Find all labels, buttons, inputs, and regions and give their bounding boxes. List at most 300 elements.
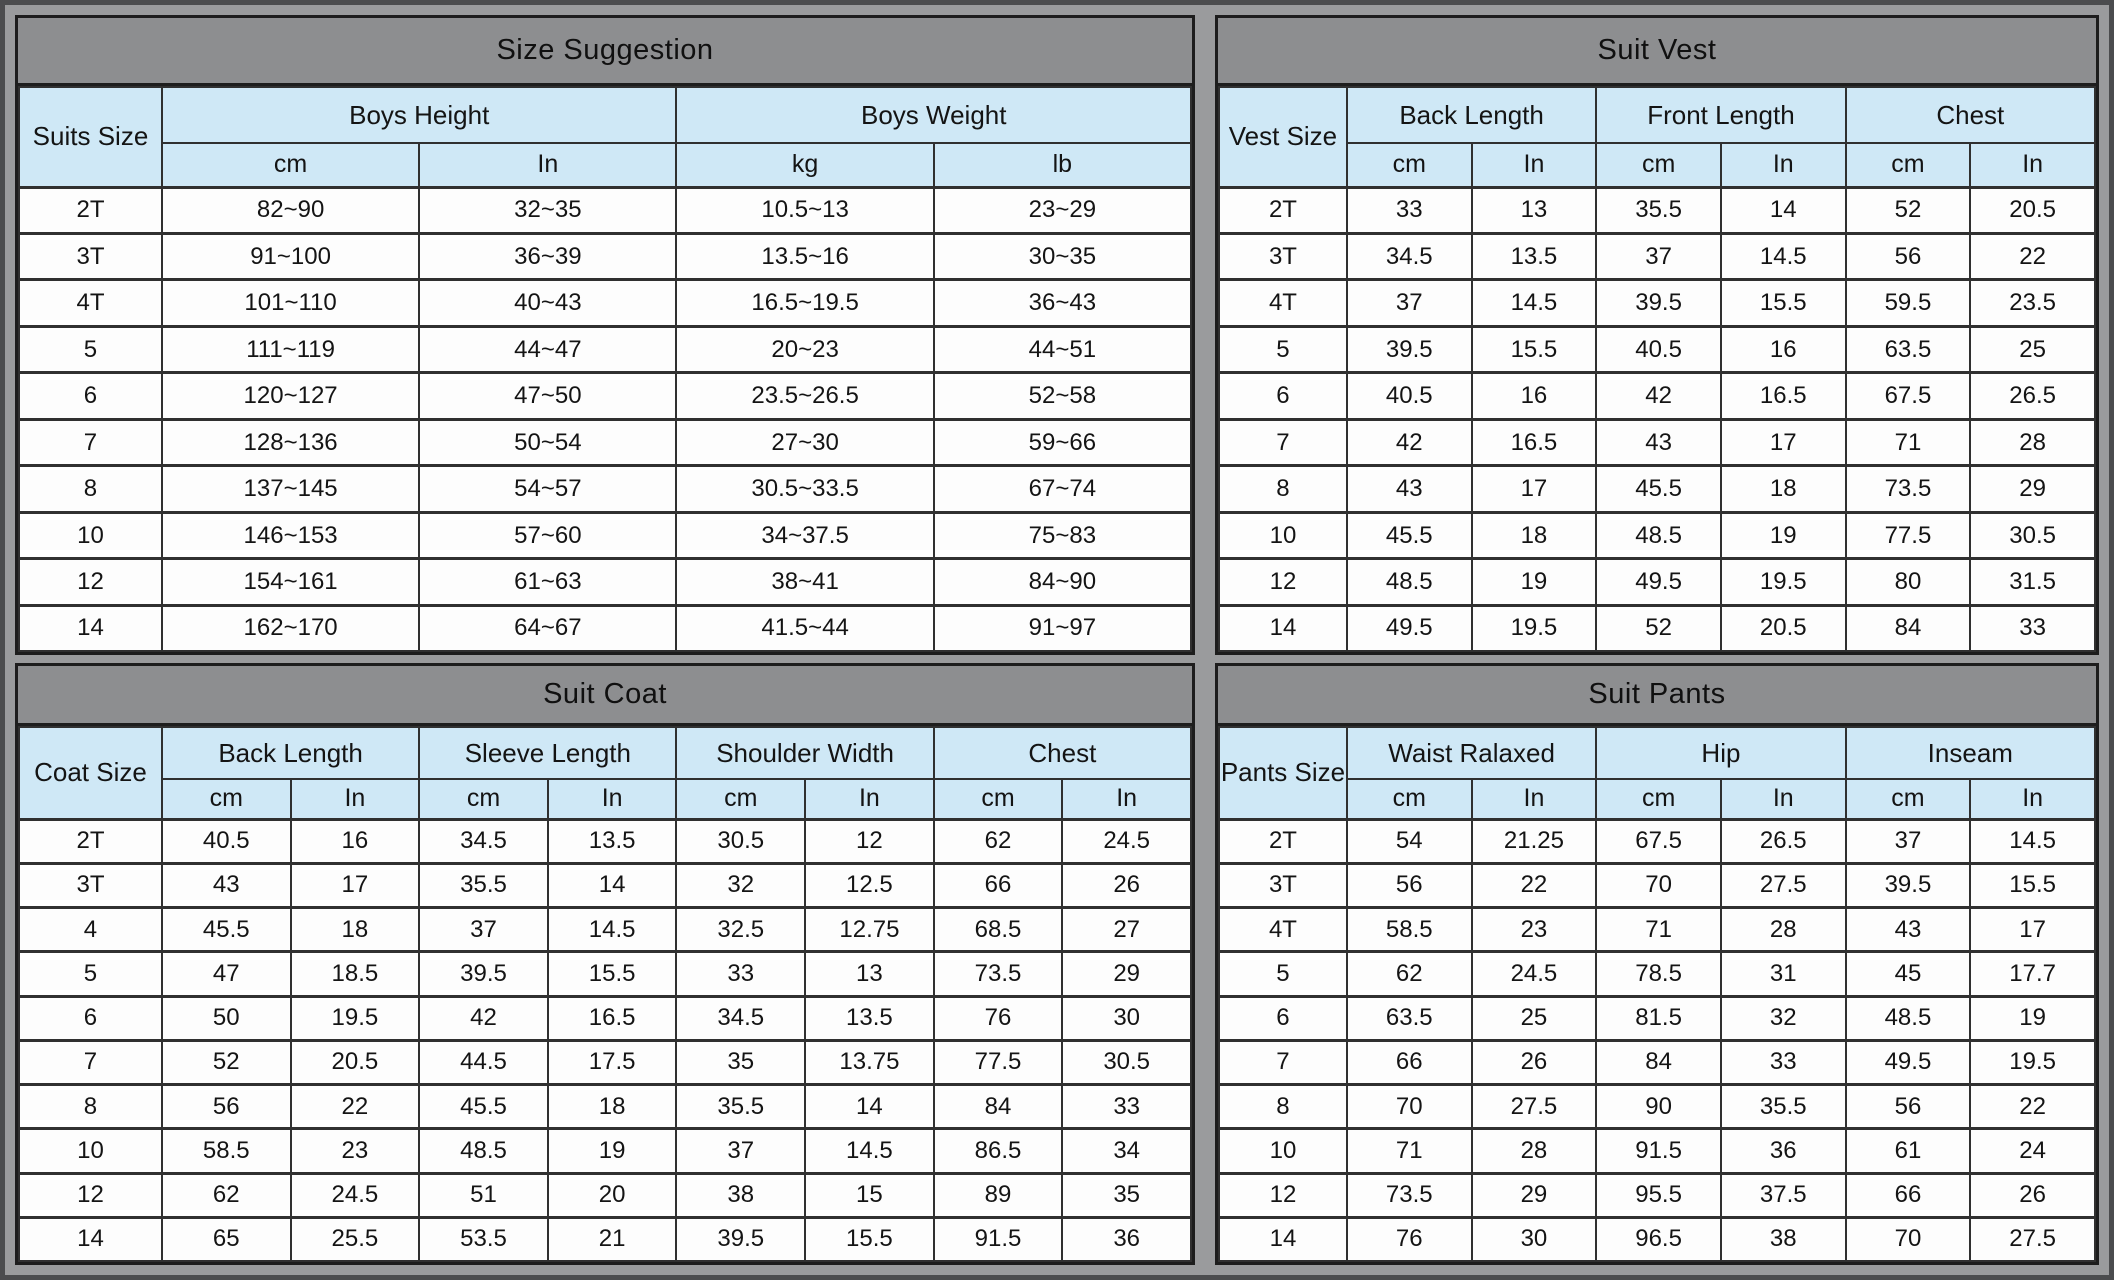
table-row [1219,996,2095,1040]
data-cell: 48.5 [1347,559,1472,605]
data-cell: 16 [1472,373,1597,419]
data-cell: 45.5 [162,908,291,952]
row-size-cell: 12 [1219,559,1347,605]
data-cell: 14 [548,863,677,907]
row-size-cell: 6 [1219,373,1347,419]
unit-header: In [291,779,420,819]
row-size-cell: 3T [1219,233,1347,279]
table-title-suit-vest: Suit Vest [1218,18,2096,86]
data-cell: 37.5 [1721,1173,1846,1217]
row-size-cell: 4T [19,280,162,326]
unit-header: kg [676,143,933,187]
data-cell: 128~136 [162,419,419,465]
data-cell: 70 [1596,863,1721,907]
data-cell: 45.5 [1347,512,1472,558]
data-cell: 45 [1846,952,1971,996]
data-cell: 63.5 [1846,326,1971,372]
data-cell: 49.5 [1596,559,1721,605]
data-cell: 80 [1846,559,1971,605]
size-column-header: Suits Size [19,87,162,187]
data-cell: 154~161 [162,559,419,605]
data-cell: 23.5 [1970,280,2095,326]
data-cell: 12 [805,819,934,863]
table-row [1219,952,2095,996]
data-cell: 18 [1721,466,1846,512]
data-cell: 40.5 [1596,326,1721,372]
data-cell: 35 [1062,1173,1191,1217]
data-cell: 33 [1347,187,1472,233]
row-size-cell: 7 [1219,1040,1347,1084]
data-cell: 23 [291,1129,420,1173]
data-cell: 54~57 [419,466,676,512]
table-row [1219,326,2095,372]
data-cell: 73.5 [1347,1173,1472,1217]
data-cell: 20~23 [676,326,933,372]
data-cell: 37 [1347,280,1472,326]
data-cell: 162~170 [162,605,419,651]
size-column-header: Coat Size [19,727,162,819]
data-cell: 146~153 [162,512,419,558]
row-size-cell: 4T [1219,280,1347,326]
data-cell: 65 [162,1217,291,1261]
data-cell: 66 [934,863,1063,907]
data-cell: 29 [1062,952,1191,996]
data-cell: 49.5 [1846,1040,1971,1084]
data-cell: 71 [1596,908,1721,952]
data-cell: 19.5 [1970,1040,2095,1084]
data-cell: 111~119 [162,326,419,372]
data-cell: 21 [548,1217,677,1261]
data-cell: 27.5 [1970,1217,2095,1261]
data-cell: 120~127 [162,373,419,419]
header-group-row [1219,727,2095,779]
data-cell: 53.5 [419,1217,548,1261]
row-size-cell: 12 [1219,1173,1347,1217]
data-cell: 30.5 [676,819,805,863]
data-cell: 19 [1472,559,1597,605]
data-cell: 59~66 [934,419,1191,465]
data-cell: 91.5 [1596,1129,1721,1173]
row-size-cell: 10 [19,1129,162,1173]
data-cell: 54 [1347,819,1472,863]
data-cell: 19 [1970,996,2095,1040]
data-cell: 30~35 [934,233,1191,279]
data-cell: 35.5 [1596,187,1721,233]
data-cell: 36 [1062,1217,1191,1261]
data-cell: 28 [1970,419,2095,465]
unit-header: In [1970,143,2095,187]
data-cell: 14.5 [1472,280,1597,326]
data-cell: 17.7 [1970,952,2095,996]
table-row [1219,466,2095,512]
data-cell: 67~74 [934,466,1191,512]
table-row [1219,1173,2095,1217]
data-cell: 13.5 [1472,233,1597,279]
data-cell: 13.5 [548,819,677,863]
table-size-suggestion [15,15,1195,655]
data-cell: 28 [1472,1129,1597,1173]
data-cell: 52 [1596,605,1721,651]
row-size-cell: 2T [1219,819,1347,863]
row-size-cell: 8 [1219,1085,1347,1129]
data-cell: 23.5~26.5 [676,373,933,419]
row-size-cell: 10 [1219,1129,1347,1173]
data-cell: 20.5 [1970,187,2095,233]
row-size-cell: 3T [19,233,162,279]
row-size-cell: 14 [1219,605,1347,651]
unit-header: In [1062,779,1191,819]
table-row [1219,863,2095,907]
data-cell: 49.5 [1347,605,1472,651]
table-row [19,187,1191,233]
data-cell: 16.5 [1472,419,1597,465]
row-size-cell: 6 [1219,996,1347,1040]
data-cell: 22 [291,1085,420,1129]
data-cell: 39.5 [1596,280,1721,326]
header-units-row [19,143,1191,187]
data-cell: 35 [676,1040,805,1084]
data-cell: 101~110 [162,280,419,326]
row-size-cell: 8 [1219,466,1347,512]
row-size-cell: 3T [19,863,162,907]
data-cell: 42 [419,996,548,1040]
group-header: Hip [1596,727,1845,779]
data-cell: 24.5 [1472,952,1597,996]
header-units-row [19,779,1191,819]
table-title-suit-pants: Suit Pants [1218,666,2096,726]
row-size-cell: 12 [19,559,162,605]
data-cell: 15.5 [1970,863,2095,907]
data-cell: 24 [1970,1129,2095,1173]
row-size-cell: 8 [19,1085,162,1129]
data-cell: 15.5 [805,1217,934,1261]
data-cell: 34.5 [1347,233,1472,279]
data-cell: 71 [1846,419,1971,465]
data-cell: 18 [291,908,420,952]
unit-header: cm [162,143,419,187]
data-cell: 15.5 [1472,326,1597,372]
table-row [1219,1217,2095,1261]
data-cell: 91~100 [162,233,419,279]
data-cell: 78.5 [1596,952,1721,996]
data-cell: 44.5 [419,1040,548,1084]
data-cell: 18 [548,1085,677,1129]
row-size-cell: 6 [19,996,162,1040]
row-size-cell: 3T [1219,863,1347,907]
data-cell: 137~145 [162,466,419,512]
table-title-suit-coat: Suit Coat [18,666,1192,726]
unit-header: cm [1596,143,1721,187]
table-row [19,280,1191,326]
unit-header: cm [1846,779,1971,819]
table-row [19,559,1191,605]
data-cell: 84 [1846,605,1971,651]
data-cell: 27.5 [1472,1085,1597,1129]
row-size-cell: 14 [1219,1217,1347,1261]
unit-header: cm [162,779,291,819]
row-size-cell: 5 [19,952,162,996]
data-cell: 76 [934,996,1063,1040]
data-cell: 19.5 [291,996,420,1040]
data-cell: 56 [1846,1085,1971,1129]
data-cell: 67.5 [1596,819,1721,863]
group-header: Chest [934,727,1191,779]
data-cell: 28 [1721,908,1846,952]
data-cell: 58.5 [162,1129,291,1173]
data-cell: 63.5 [1347,996,1472,1040]
data-cell: 33 [1721,1040,1846,1084]
data-cell: 52 [162,1040,291,1084]
unit-header: cm [1347,779,1472,819]
data-cell: 52~58 [934,373,1191,419]
suit-pants-table [1218,726,2096,1262]
data-cell: 17 [1721,419,1846,465]
unit-header: lb [934,143,1191,187]
table-row [1219,1085,2095,1129]
data-cell: 34~37.5 [676,512,933,558]
data-cell: 29 [1472,1173,1597,1217]
table-row [19,419,1191,465]
data-cell: 33 [1062,1085,1191,1129]
data-cell: 33 [676,952,805,996]
data-cell: 18 [1472,512,1597,558]
data-cell: 15.5 [1721,280,1846,326]
data-cell: 17 [1472,466,1597,512]
data-cell: 26.5 [1970,373,2095,419]
data-cell: 70 [1846,1217,1971,1261]
table-row [19,908,1191,952]
data-cell: 77.5 [1846,512,1971,558]
data-cell: 12.5 [805,863,934,907]
data-cell: 48.5 [1846,996,1971,1040]
data-cell: 22 [1970,1085,2095,1129]
table-row [19,605,1191,651]
suit-vest-table [1218,86,2096,652]
table-row [19,1040,1191,1084]
data-cell: 95.5 [1596,1173,1721,1217]
data-cell: 16.5 [1721,373,1846,419]
unit-header: In [548,779,677,819]
table-row [19,1085,1191,1129]
data-cell: 14.5 [548,908,677,952]
data-cell: 13.75 [805,1040,934,1084]
data-cell: 43 [1347,466,1472,512]
header-group-row [19,87,1191,143]
data-cell: 81.5 [1596,996,1721,1040]
data-cell: 39.5 [1347,326,1472,372]
group-header: Boys Weight [676,87,1191,143]
data-cell: 42 [1596,373,1721,419]
row-size-cell: 4 [19,908,162,952]
data-cell: 30.5~33.5 [676,466,933,512]
data-cell: 16 [1721,326,1846,372]
group-header: Front Length [1596,87,1845,143]
data-cell: 20.5 [1721,605,1846,651]
data-cell: 15.5 [548,952,677,996]
data-cell: 45.5 [1596,466,1721,512]
table-row [19,996,1191,1040]
data-cell: 20 [548,1173,677,1217]
data-cell: 76 [1347,1217,1472,1261]
data-cell: 23 [1472,908,1597,952]
table-row [19,1217,1191,1261]
row-size-cell: 5 [19,326,162,372]
table-row [1219,908,2095,952]
table-row [1219,280,2095,326]
size-column-header: Pants Size [1219,727,1347,819]
data-cell: 19.5 [1472,605,1597,651]
data-cell: 16.5 [548,996,677,1040]
data-cell: 73.5 [1846,466,1971,512]
data-cell: 14 [1721,187,1846,233]
data-cell: 91.5 [934,1217,1063,1261]
row-size-cell: 7 [1219,419,1347,465]
row-size-cell: 2T [1219,187,1347,233]
data-cell: 37 [676,1129,805,1173]
unit-header: In [1721,779,1846,819]
data-cell: 16.5~19.5 [676,280,933,326]
size-suggestion-table [18,86,1192,652]
data-cell: 58.5 [1347,908,1472,952]
data-cell: 38 [676,1173,805,1217]
data-cell: 34 [1062,1129,1191,1173]
data-cell: 61 [1846,1129,1971,1173]
group-header: Back Length [162,727,419,779]
data-cell: 15 [805,1173,934,1217]
data-cell: 64~67 [419,605,676,651]
data-cell: 48.5 [1596,512,1721,558]
unit-header: cm [676,779,805,819]
table-row [19,819,1191,863]
row-size-cell: 7 [19,1040,162,1084]
data-cell: 41.5~44 [676,605,933,651]
data-cell: 14.5 [1721,233,1846,279]
data-cell: 36 [1721,1129,1846,1173]
data-cell: 50 [162,996,291,1040]
data-cell: 56 [162,1085,291,1129]
table-row [19,233,1191,279]
group-header: Waist Ralaxed [1347,727,1596,779]
data-cell: 56 [1347,863,1472,907]
data-cell: 35.5 [676,1085,805,1129]
table-row [1219,1129,2095,1173]
data-cell: 67.5 [1846,373,1971,419]
data-cell: 40~43 [419,280,676,326]
data-cell: 68.5 [934,908,1063,952]
table-row [19,326,1191,372]
table-row [19,952,1191,996]
data-cell: 38~41 [676,559,933,605]
table-row [19,1129,1191,1173]
table-row [19,863,1191,907]
table-row [1219,373,2095,419]
data-cell: 62 [934,819,1063,863]
data-cell: 18.5 [291,952,420,996]
data-cell: 59.5 [1846,280,1971,326]
data-cell: 43 [162,863,291,907]
data-cell: 25 [1472,996,1597,1040]
data-cell: 32~35 [419,187,676,233]
data-cell: 23~29 [934,187,1191,233]
data-cell: 75~83 [934,512,1191,558]
data-cell: 39.5 [676,1217,805,1261]
data-cell: 21.25 [1472,819,1597,863]
header-units-row [1219,143,2095,187]
row-size-cell: 2T [19,819,162,863]
data-cell: 26 [1062,863,1191,907]
group-header: Inseam [1846,727,2095,779]
data-cell: 19 [548,1129,677,1173]
data-cell: 19 [1721,512,1846,558]
data-cell: 37 [1846,819,1971,863]
unit-header: cm [1347,143,1472,187]
table-row [19,1173,1191,1217]
data-cell: 16 [291,819,420,863]
group-header: Back Length [1347,87,1596,143]
row-size-cell: 8 [19,466,162,512]
data-cell: 50~54 [419,419,676,465]
table-suit-pants [1215,663,2099,1265]
row-size-cell: 14 [19,605,162,651]
data-cell: 30 [1472,1217,1597,1261]
table-title-size-suggestion: Size Suggestion [18,18,1192,86]
data-cell: 34.5 [419,819,548,863]
data-cell: 47 [162,952,291,996]
header-units-row [1219,779,2095,819]
data-cell: 26 [1970,1173,2095,1217]
data-cell: 27~30 [676,419,933,465]
data-cell: 24.5 [1062,819,1191,863]
table-row [19,512,1191,558]
data-cell: 10.5~13 [676,187,933,233]
unit-header: In [805,779,934,819]
data-cell: 40.5 [162,819,291,863]
data-cell: 32 [1721,996,1846,1040]
data-cell: 31.5 [1970,559,2095,605]
data-cell: 25.5 [291,1217,420,1261]
table-row [1219,233,2095,279]
data-cell: 71 [1347,1129,1472,1173]
data-cell: 43 [1596,419,1721,465]
data-cell: 86.5 [934,1129,1063,1173]
data-cell: 84 [934,1085,1063,1129]
data-cell: 66 [1846,1173,1971,1217]
table-suit-vest [1215,15,2099,655]
data-cell: 13 [805,952,934,996]
data-cell: 30.5 [1970,512,2095,558]
data-cell: 35.5 [419,863,548,907]
data-cell: 13 [1472,187,1597,233]
data-cell: 82~90 [162,187,419,233]
group-header: Chest [1846,87,2095,143]
row-size-cell: 7 [19,419,162,465]
data-cell: 32.5 [676,908,805,952]
data-cell: 13.5 [805,996,934,1040]
data-cell: 39.5 [1846,863,1971,907]
row-size-cell: 10 [19,512,162,558]
data-cell: 17 [291,863,420,907]
data-cell: 89 [934,1173,1063,1217]
data-cell: 25 [1970,326,2095,372]
data-cell: 35.5 [1721,1085,1846,1129]
group-header: Boys Height [162,87,677,143]
table-row [1219,419,2095,465]
data-cell: 45.5 [419,1085,548,1129]
table-suit-coat [15,663,1195,1265]
data-cell: 44~51 [934,326,1191,372]
data-cell: 47~50 [419,373,676,419]
row-size-cell: 14 [19,1217,162,1261]
